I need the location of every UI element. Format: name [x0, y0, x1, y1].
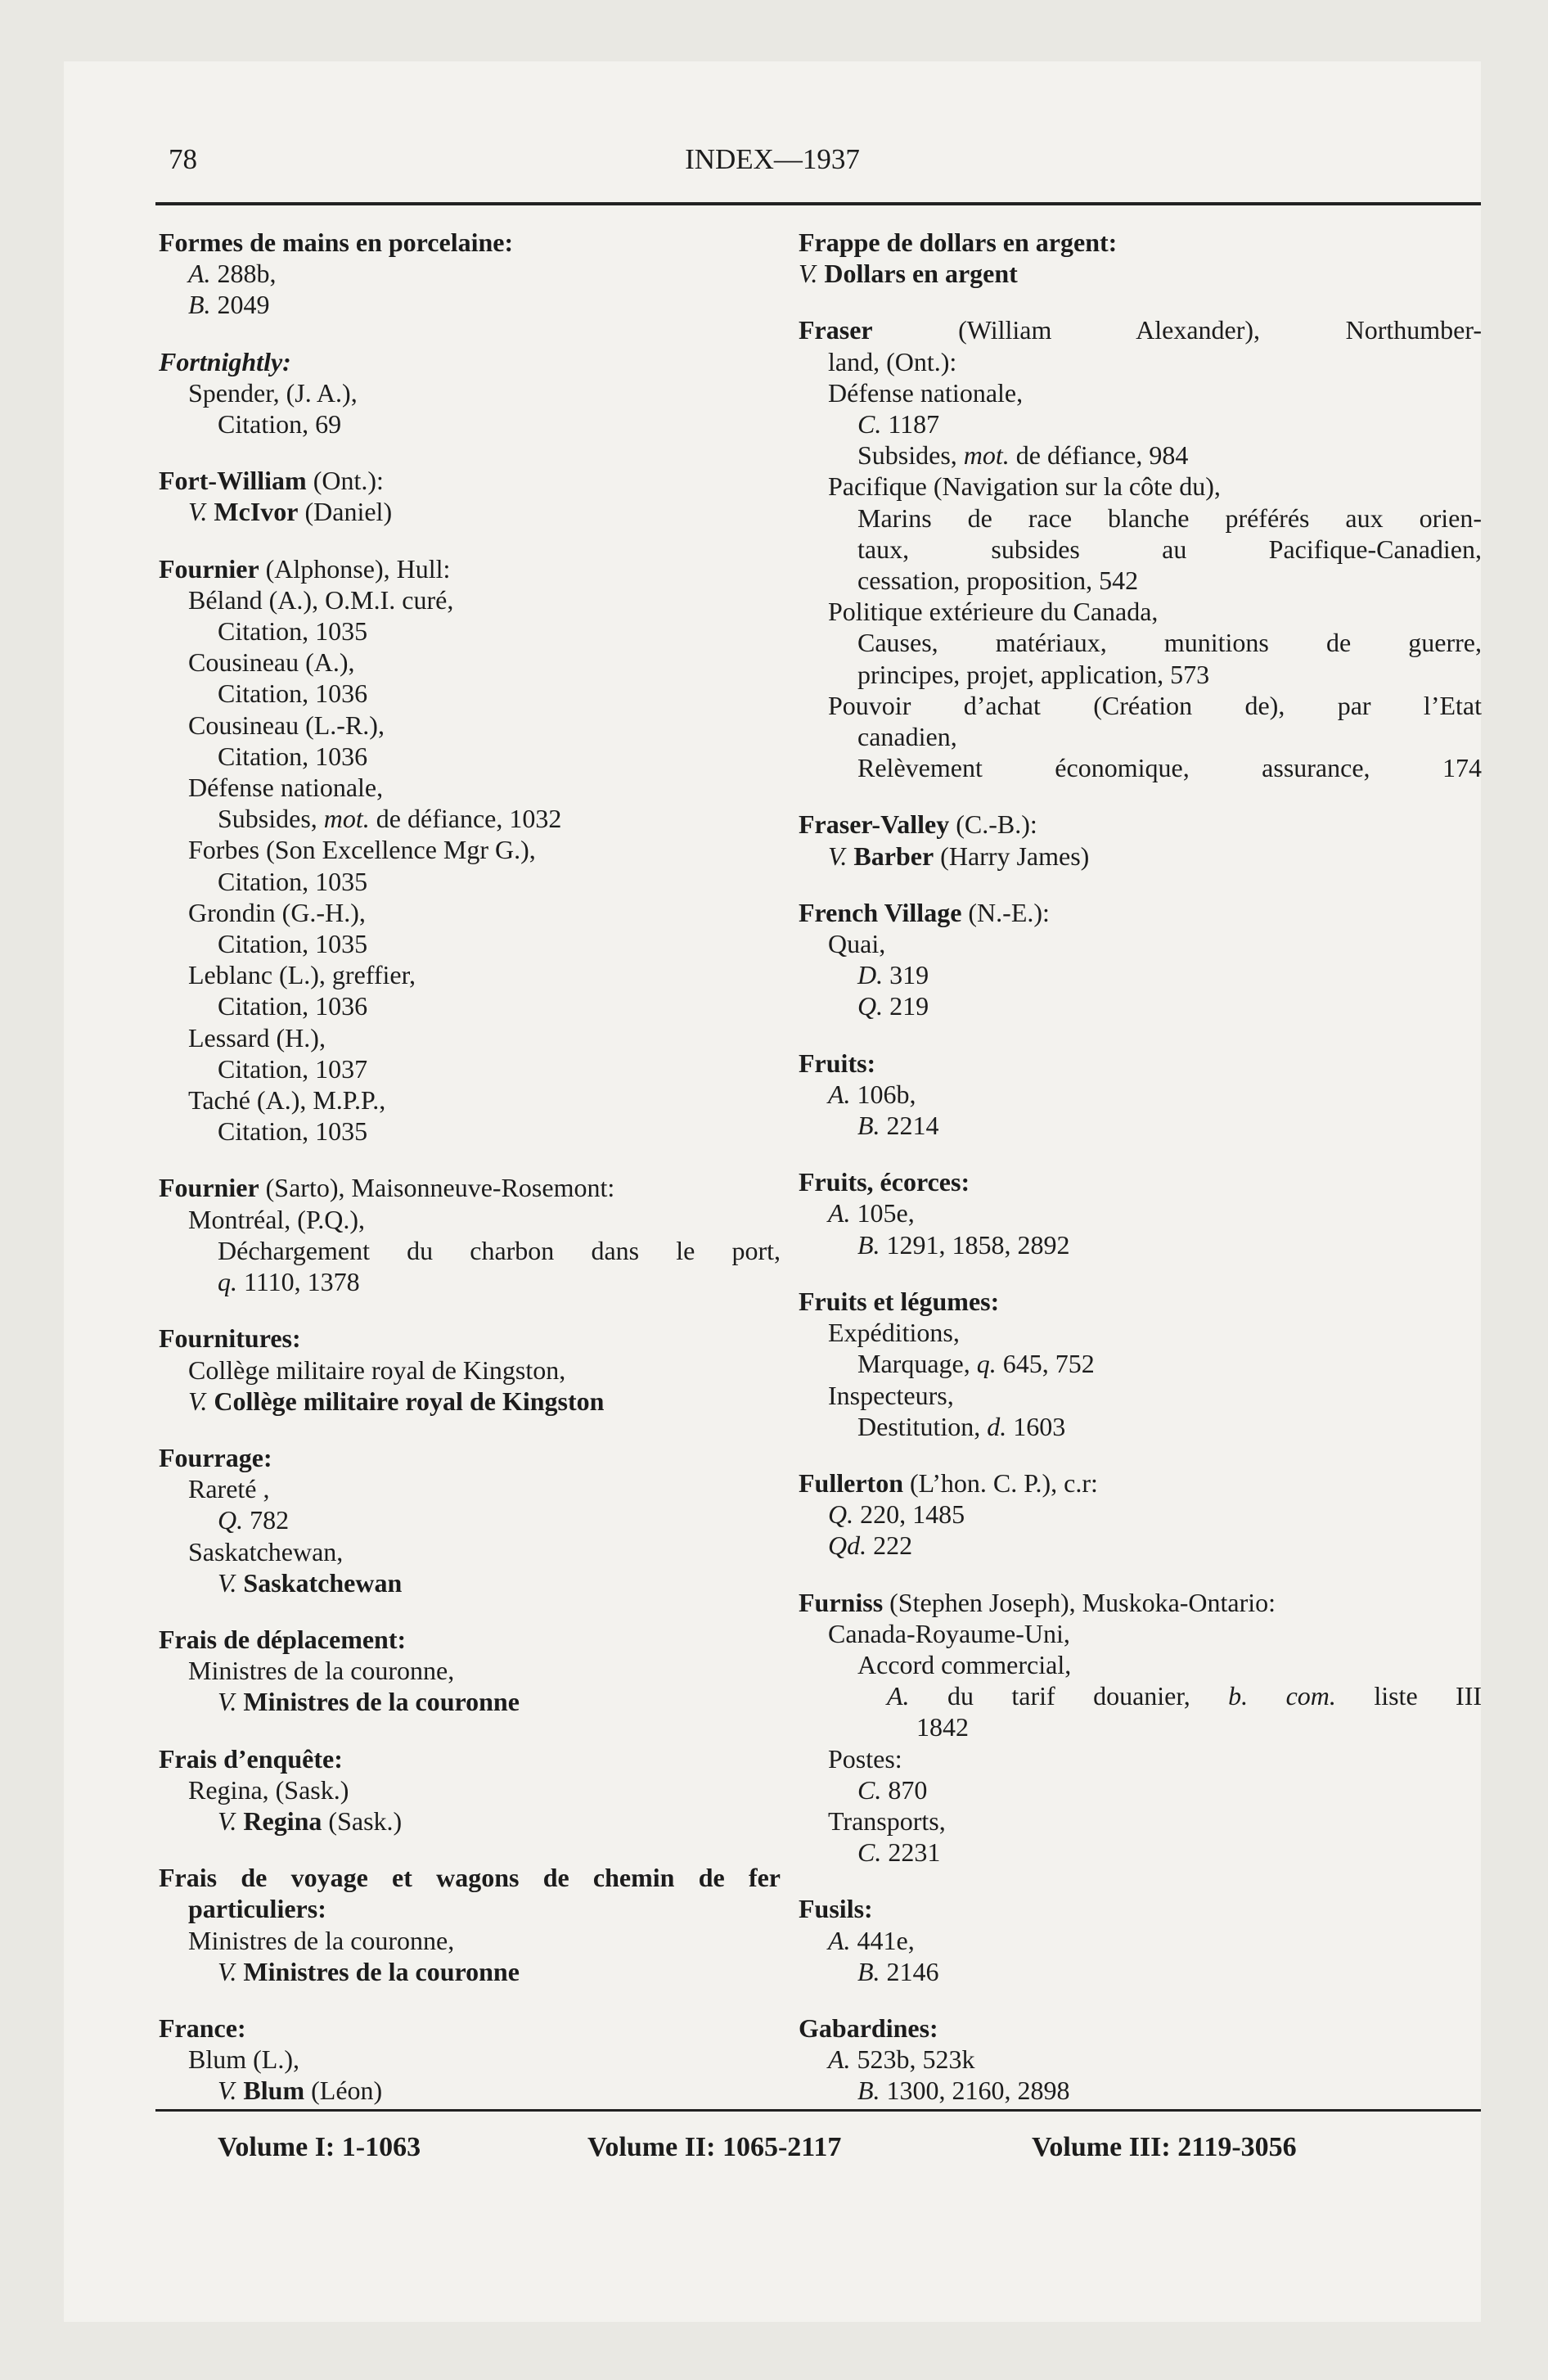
index-entry — [159, 1743, 781, 1837]
text-segment: (Alphonse), Hull: — [259, 553, 451, 584]
text-segment: 219 — [883, 991, 929, 1021]
page-number: 78 — [169, 143, 197, 175]
text-segment: Fruits: — [799, 1048, 876, 1078]
text-segment: 2049 — [210, 290, 270, 320]
text-segment: Formes de mains en porcelaine: — [159, 228, 514, 257]
index-entry — [799, 227, 1482, 289]
text-segment: Ministres de la couronne, — [188, 1925, 455, 1955]
entry-line — [159, 1355, 781, 1386]
entry-line — [159, 710, 781, 741]
text-segment: (Sarto), Maisonneuve-Rosemont: — [259, 1173, 615, 1203]
entry-heading — [799, 1048, 1482, 1079]
text-segment: de défiance, 1032 — [369, 804, 562, 834]
text-segment: Cousineau (L.-R.), — [188, 710, 385, 740]
text-segment: Canada-Royaume-Uni, — [828, 1618, 1070, 1648]
entry-heading — [799, 1467, 1482, 1499]
text-segment: Causes, matériaux, munitions de guerre, — [857, 628, 1482, 658]
text-segment: V. — [188, 497, 208, 527]
text-segment: Gabardines: — [799, 2013, 938, 2043]
entry-line — [159, 408, 781, 439]
entry-line — [799, 1530, 1482, 1561]
entry-line — [159, 258, 781, 289]
text-segment: 2146 — [880, 1956, 939, 1986]
text-segment: (C.-B.): — [949, 809, 1037, 840]
text-segment: 1842 — [916, 1712, 969, 1742]
page-title: INDEX—1937 — [685, 143, 860, 175]
text-segment: Blum (L.), — [188, 2044, 299, 2075]
entry-line — [799, 471, 1482, 502]
entry-line — [799, 841, 1482, 872]
entry-line — [799, 1956, 1482, 1987]
text-segment: 106b, — [850, 1079, 916, 1109]
text-segment: B. — [857, 1229, 880, 1260]
text-segment: 288b, — [210, 259, 277, 289]
text-segment: 523b, 523k — [850, 2044, 975, 2075]
index-entry — [159, 1172, 781, 1297]
entry-line — [799, 1110, 1482, 1141]
text-segment: 220, 1485 — [853, 1499, 965, 1530]
text-segment: Pacifique (Navigation sur la côte du), — [828, 471, 1221, 502]
entry-line — [799, 377, 1482, 408]
text-segment: McIvor — [207, 497, 299, 527]
entry-line — [159, 1116, 781, 1147]
entry-line — [799, 1837, 1482, 1868]
text-segment: Quai, — [828, 929, 886, 959]
entry-line — [159, 1266, 781, 1297]
index-entry — [799, 314, 1482, 783]
text-segment: Déchargement du charbon dans le port, — [218, 1235, 781, 1265]
entry-line — [159, 1536, 781, 1567]
text-segment: France: — [159, 2013, 246, 2043]
entry-line — [159, 834, 781, 865]
entry-line — [799, 659, 1482, 690]
entry-line — [159, 1925, 781, 1956]
text-segment: Ministres de la couronne, — [188, 1656, 455, 1686]
text-segment: Marquage, — [857, 1349, 977, 1379]
text-segment: Leblanc (L.), greffier, — [188, 960, 416, 990]
text-segment: q. — [218, 1267, 237, 1297]
text-segment: mot. — [963, 440, 1010, 471]
text-segment: Relèvement économique, assurance, 174 — [857, 753, 1482, 783]
text-segment: Regina, (Sask.) — [188, 1774, 349, 1805]
entry-line — [799, 1711, 1482, 1742]
text-segment: Citation, 69 — [218, 409, 342, 439]
entry-line — [159, 2044, 781, 2075]
entry-line — [799, 752, 1482, 783]
entry-line — [799, 1649, 1482, 1680]
entry-line — [159, 1686, 781, 1717]
footer-rule — [155, 2109, 1481, 2112]
text-segment: canadien, — [857, 722, 957, 752]
entry-line — [159, 2075, 781, 2106]
entry-line — [159, 1084, 781, 1116]
left-column — [159, 227, 781, 2132]
text-segment: Citation, 1036 — [218, 678, 368, 709]
text-segment: Furniss — [799, 1587, 884, 1617]
text-segment: Citation, 1035 — [218, 1116, 368, 1147]
entry-line — [799, 534, 1482, 565]
text-segment: 1603 — [1006, 1411, 1066, 1441]
text-segment: Cousineau (A.), — [188, 647, 355, 678]
entry-line — [799, 1197, 1482, 1228]
entry-heading — [799, 1893, 1482, 1924]
entry-line — [799, 627, 1482, 658]
index-entry — [159, 227, 781, 321]
footer-volume-1: Volume I: 1-1063 — [218, 2132, 421, 2162]
entry-line — [799, 690, 1482, 721]
text-segment: 1300, 2160, 2898 — [880, 2076, 1070, 2106]
entry-line — [159, 866, 781, 897]
entry-line — [799, 1229, 1482, 1260]
text-segment: Regina — [236, 1805, 322, 1836]
text-segment: Pouvoir d’achat (Création de), par l’Etat — [828, 690, 1482, 720]
text-segment: D. — [857, 960, 884, 990]
text-segment: Béland (A.), O.M.I. curé, — [188, 584, 454, 615]
entry-heading — [159, 1323, 781, 1354]
text-segment: Qd. — [828, 1530, 867, 1561]
entry-line — [799, 346, 1482, 377]
text-segment: Fort-William — [159, 466, 307, 496]
text-segment: Forbes (Son Excellence Mgr G.), — [188, 835, 536, 865]
text-segment: 1291, 1858, 2892 — [880, 1229, 1070, 1260]
text-segment: Marins de race blanche préférés aux orien- — [857, 503, 1482, 533]
text-segment: A. — [828, 1079, 851, 1109]
index-entry — [159, 1323, 781, 1417]
text-segment: Frais de voyage et wagons de chemin de fer — [159, 1863, 781, 1893]
entry-heading — [159, 1172, 781, 1203]
text-segment: (Daniel) — [298, 497, 393, 527]
entry-line — [799, 1805, 1482, 1837]
text-segment: (Ont.): — [306, 466, 384, 496]
entry-line — [159, 1204, 781, 1235]
entry-line — [159, 990, 781, 1021]
text-segment: Fournier — [159, 553, 259, 584]
index-entry — [159, 1442, 781, 1598]
text-segment: Ministres de la couronne — [236, 1687, 520, 1717]
text-segment: Fraser — [799, 315, 873, 345]
text-segment: Destitution, — [857, 1411, 988, 1441]
text-segment: Spender, (J. A.), — [188, 377, 358, 408]
text-segment: Transports, — [828, 1805, 946, 1836]
entry-line — [159, 928, 781, 959]
index-entry — [159, 2013, 781, 2107]
entry-heading — [799, 1587, 1482, 1618]
entry-line — [159, 1504, 781, 1535]
text-segment: (N.-E.): — [961, 897, 1050, 927]
entry-heading — [159, 227, 781, 258]
text-segment: A. — [828, 2044, 851, 2075]
entry-heading — [799, 227, 1482, 258]
text-segment: principes, projet, application, 573 — [857, 659, 1210, 689]
text-segment: Dollars en argent — [817, 259, 1018, 289]
text-segment: C. — [857, 409, 882, 439]
entry-line — [159, 1893, 781, 1924]
entry-line — [799, 439, 1482, 471]
entry-line — [159, 1053, 781, 1084]
text-segment: Collège militaire royal de Kingston — [207, 1386, 605, 1416]
text-segment: taux, subsides au Pacifique-Canadien, — [857, 534, 1482, 564]
text-segment: Saskatchewan, — [188, 1536, 344, 1566]
text-segment: 645, 752 — [996, 1349, 1095, 1379]
text-segment: Citation, 1035 — [218, 929, 368, 959]
text-segment: A. — [828, 1925, 851, 1955]
entry-heading — [159, 465, 781, 496]
entry-line — [799, 565, 1482, 596]
text-segment: V. — [799, 259, 818, 289]
entry-line — [799, 1743, 1482, 1774]
text-segment: Fortnightly: — [159, 346, 291, 376]
entry-line — [799, 1348, 1482, 1379]
text-segment: 1110, 1378 — [237, 1267, 360, 1297]
text-segment: B. — [857, 1956, 880, 1986]
text-segment: Subsides, — [857, 440, 964, 471]
entry-line — [159, 1386, 781, 1417]
text-segment: land, (Ont.): — [828, 346, 957, 376]
text-segment: Frappe de dollars en argent: — [799, 228, 1118, 257]
text-segment: Rareté , — [188, 1474, 270, 1504]
text-segment: Fusils: — [799, 1894, 873, 1924]
text-segment: d. — [987, 1411, 1007, 1441]
index-entry — [159, 346, 781, 440]
entry-line — [159, 377, 781, 408]
index-entry — [159, 1624, 781, 1718]
text-segment: Fourrage: — [159, 1442, 272, 1472]
entry-line — [159, 678, 781, 709]
text-segment: B. — [857, 1111, 880, 1141]
text-segment: Fruits, écorces: — [799, 1167, 970, 1197]
entry-line — [159, 584, 781, 615]
index-entry — [799, 1166, 1482, 1260]
entry-heading — [799, 809, 1482, 840]
entry-line — [799, 1411, 1482, 1442]
entry-heading — [799, 2013, 1482, 2044]
text-segment: (L’hon. C. P.), c.r: — [902, 1467, 1098, 1498]
text-segment: Frais d’enquête: — [159, 1743, 343, 1774]
entry-line — [159, 1805, 781, 1837]
entry-heading — [799, 1166, 1482, 1197]
entry-heading — [799, 1286, 1482, 1317]
entry-line — [799, 1380, 1482, 1411]
text-segment: Lessard (H.), — [188, 1022, 326, 1053]
text-segment: C. — [857, 1774, 882, 1805]
page-header — [64, 143, 1481, 176]
footer-volume-2: Volume II: 1065-2117 — [587, 2132, 842, 2162]
entry-line — [799, 928, 1482, 959]
entry-line — [799, 959, 1482, 990]
text-segment: V. — [188, 1386, 208, 1416]
index-entry — [159, 553, 781, 1147]
text-segment: (Léon) — [304, 2076, 383, 2106]
entry-heading — [799, 314, 1482, 345]
text-segment: Taché (A.), M.P.P., — [188, 1085, 386, 1116]
index-entry — [799, 897, 1482, 1022]
text-segment: C. — [857, 1837, 882, 1868]
text-segment: 319 — [883, 960, 929, 990]
entry-heading — [159, 1862, 781, 1893]
index-entry — [799, 809, 1482, 871]
index-entry — [799, 1587, 1482, 1868]
text-segment: A. — [188, 259, 211, 289]
entry-line — [799, 2075, 1482, 2106]
entry-line — [799, 1317, 1482, 1348]
entry-heading — [159, 2013, 781, 2044]
index-entry — [799, 1286, 1482, 1442]
text-segment: Citation, 1036 — [218, 741, 368, 771]
entry-line — [159, 1956, 781, 1987]
entry-line — [159, 1655, 781, 1686]
text-segment: Frais de déplacement: — [159, 1624, 407, 1654]
entry-line — [159, 803, 781, 834]
text-segment: V. — [218, 1956, 237, 1986]
text-segment: Montréal, (P.Q.), — [188, 1204, 365, 1234]
entry-heading — [159, 1442, 781, 1473]
entry-line — [799, 408, 1482, 439]
entry-line — [159, 1473, 781, 1504]
text-segment: Blum — [236, 2076, 305, 2106]
text-segment: 870 — [881, 1774, 928, 1805]
text-segment: Ministres de la couronne — [236, 1956, 520, 1986]
entry-line — [799, 1499, 1482, 1530]
text-segment: 441e, — [850, 1925, 915, 1955]
right-column — [799, 227, 1482, 2132]
entry-line — [799, 1925, 1482, 1956]
index-entry — [799, 1893, 1482, 1987]
text-segment: Fruits et légumes: — [799, 1286, 1000, 1316]
entry-line — [159, 772, 781, 803]
entry-heading — [159, 553, 781, 584]
text-segment: Défense nationale, — [828, 377, 1024, 408]
text-segment: Citation, 1037 — [218, 1053, 368, 1084]
text-segment: V. — [218, 1687, 237, 1717]
text-segment: Q. — [857, 991, 884, 1021]
text-segment: B. — [188, 290, 211, 320]
entry-line — [799, 258, 1482, 289]
entry-line — [159, 496, 781, 527]
text-segment: 2231 — [881, 1837, 941, 1868]
text-segment: Défense nationale, — [188, 773, 384, 803]
text-segment: Expéditions, — [828, 1318, 960, 1348]
text-segment: Citation, 1035 — [218, 866, 368, 896]
text-segment: (Sask.) — [322, 1805, 403, 1836]
entry-heading — [799, 897, 1482, 928]
entry-line — [159, 289, 781, 320]
text-segment: particuliers: — [188, 1894, 326, 1924]
text-segment: Accord commercial, — [857, 1649, 1072, 1679]
entry-line — [159, 615, 781, 647]
text-segment: A. — [828, 1198, 851, 1228]
index-entry — [799, 1467, 1482, 1562]
text-segment: V. — [218, 2076, 237, 2106]
entry-line — [159, 741, 781, 772]
entry-line — [159, 647, 781, 678]
text-segment: B. — [857, 2076, 880, 2106]
text-segment: (Stephen Joseph), Muskoka-Ontario: — [883, 1587, 1276, 1617]
entry-line — [799, 1774, 1482, 1805]
entry-line — [799, 721, 1482, 752]
text-segment: 1187 — [881, 409, 940, 439]
text-segment: Q. — [828, 1499, 854, 1530]
index-entry — [159, 1862, 781, 1987]
index-entry — [799, 1048, 1482, 1142]
entry-heading — [159, 1743, 781, 1774]
text-segment: V. — [218, 1567, 237, 1598]
entry-line — [159, 1567, 781, 1598]
text-segment: Fullerton — [799, 1467, 903, 1498]
entry-line — [159, 897, 781, 928]
entry-line — [799, 2044, 1482, 2075]
text-segment: Collège militaire royal de Kingston, — [188, 1355, 566, 1385]
text-segment: mot. — [323, 804, 370, 834]
text-segment: V. — [218, 1805, 237, 1836]
text-segment: French Village — [799, 897, 962, 927]
text-segment: de défiance, 984 — [1009, 440, 1189, 471]
text-segment: Fournier — [159, 1173, 259, 1203]
footer-volume-3: Volume III: 2119-3056 — [1032, 2132, 1297, 2162]
index-entry — [159, 465, 781, 527]
text-segment: Politique extérieure du Canada, — [828, 597, 1159, 627]
text-segment: V. — [828, 841, 848, 871]
index-page — [64, 61, 1481, 2322]
text-segment: Fraser-Valley — [799, 809, 950, 840]
text-segment: Grondin (G.-H.), — [188, 897, 366, 927]
entry-line — [159, 1022, 781, 1053]
text-segment: Saskatchewan — [236, 1567, 403, 1598]
entry-heading — [159, 1624, 781, 1655]
header-rule — [155, 202, 1481, 205]
text-segment: (William Alexander), Northumber- — [872, 315, 1482, 345]
entry-line — [799, 1618, 1482, 1649]
text-segment: 2214 — [880, 1111, 939, 1141]
text-segment: 105e, — [850, 1198, 915, 1228]
text-segment: A. — [887, 1681, 910, 1711]
entry-line — [799, 1680, 1482, 1711]
text-segment: Inspecteurs, — [828, 1380, 954, 1410]
text-segment: Citation, 1036 — [218, 991, 368, 1021]
text-segment: b. com. — [1228, 1681, 1336, 1711]
text-segment: q. — [976, 1349, 997, 1379]
entry-line — [159, 1235, 781, 1266]
text-segment: Subsides, — [218, 804, 324, 834]
text-segment: 222 — [866, 1530, 913, 1561]
text-segment: Barber — [847, 841, 934, 871]
text-segment: liste III — [1335, 1681, 1483, 1711]
text-segment: Fournitures: — [159, 1323, 301, 1354]
text-segment: du tarif douanier, — [909, 1681, 1229, 1711]
entry-line — [799, 503, 1482, 534]
entry-heading — [159, 346, 781, 377]
text-segment: cessation, proposition, 542 — [857, 566, 1139, 596]
index-entry — [799, 2013, 1482, 2107]
text-segment: Q. — [218, 1505, 244, 1535]
text-segment: (Harry James) — [934, 841, 1090, 871]
entry-line — [799, 1079, 1482, 1110]
entry-line — [799, 990, 1482, 1021]
entry-line — [159, 959, 781, 990]
text-segment: Citation, 1035 — [218, 616, 368, 647]
entry-line — [159, 1774, 781, 1805]
entry-line — [799, 596, 1482, 627]
text-segment: Postes: — [828, 1743, 902, 1774]
text-segment: 782 — [243, 1505, 290, 1535]
